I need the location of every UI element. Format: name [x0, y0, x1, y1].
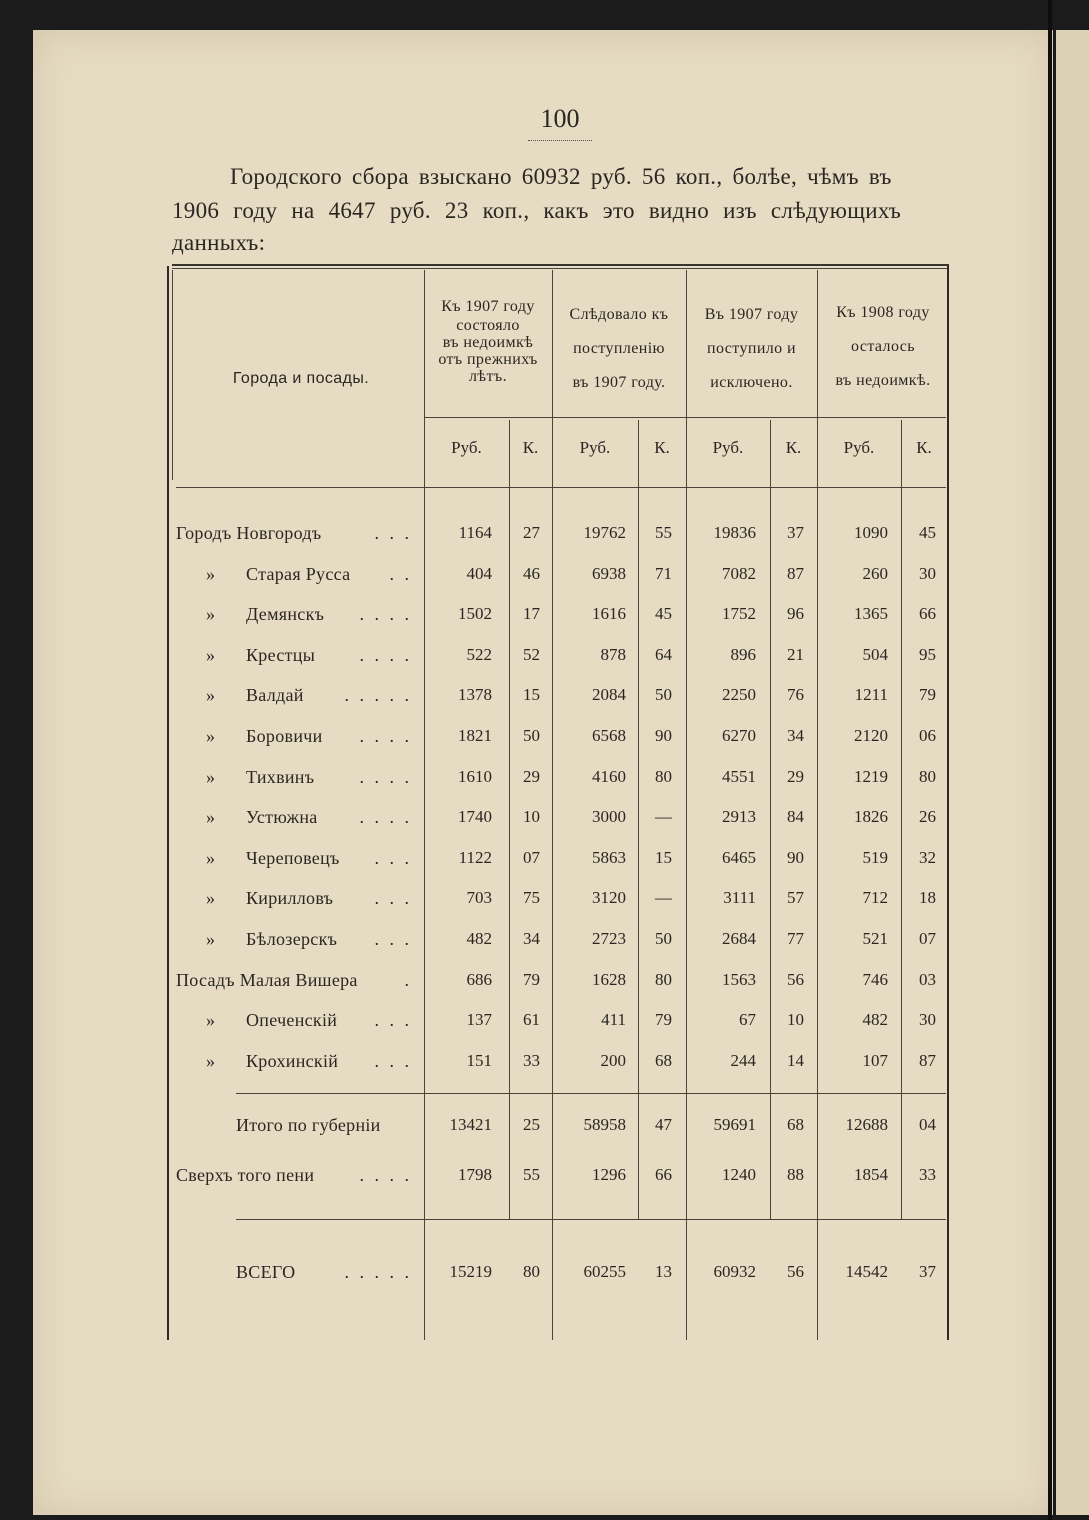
cell-rub-1907-arrears: 703: [466, 888, 492, 907]
cell-kop-1908-arrears: 45: [919, 523, 936, 542]
cell-kop-1907-arrears: 34: [523, 929, 540, 948]
cell-rub-due: 3000: [592, 807, 626, 826]
ditto-mark: »: [206, 726, 216, 746]
cell-kop-received: 10: [787, 1010, 804, 1029]
unit-kop-3: К.: [785, 438, 802, 457]
cell-kop-received: 29: [787, 767, 804, 786]
cell-kop-due: 13: [655, 1262, 672, 1281]
cell-rub-due: 2084: [592, 685, 626, 704]
cell-kop-1907-arrears: 17: [523, 604, 540, 623]
cell-kop-due: 50: [655, 929, 672, 948]
header-col4: Къ 1908 году осталось въ недоимкѣ.: [835, 304, 931, 389]
table-left-border-inner: [172, 270, 173, 480]
row-name: ВСЕГО: [236, 1262, 296, 1282]
cell-kop-received: 37: [787, 523, 804, 542]
row-name: Боровичи: [246, 726, 323, 746]
unit-rub-4: Руб.: [843, 438, 875, 457]
cell-kop-1907-arrears: 52: [523, 645, 540, 664]
cell-kop-1908-arrears: 33: [919, 1165, 936, 1184]
cell-kop-received: 57: [787, 888, 804, 907]
table-row: [0, 1010, 1089, 1038]
cell-rub-due: 19762: [583, 523, 626, 542]
cell-kop-1907-arrears: 80: [523, 1262, 540, 1281]
row-name: Посадъ Малая Вишера: [176, 970, 358, 990]
cell-kop-1908-arrears: 18: [919, 888, 936, 907]
cell-kop-received: 90: [787, 848, 804, 867]
cell-rub-1908-arrears: 1219: [854, 767, 888, 786]
unit-rub-3: Руб.: [712, 438, 744, 457]
row-name: Валдай: [246, 685, 304, 705]
cell-rub-1908-arrears: 1854: [854, 1165, 888, 1184]
cell-kop-1907-arrears: 15: [523, 685, 540, 704]
cell-rub-1908-arrears: 746: [862, 970, 888, 989]
cell-rub-1908-arrears: 1211: [854, 685, 888, 704]
cell-rub-due: 6938: [592, 564, 626, 583]
paragraph-line-1: Городского сбора взыскано 60932 руб. 56 коп., болѣе, чѣмъ въ: [230, 164, 892, 189]
cell-kop-1907-arrears: 75: [523, 888, 540, 907]
ditto-mark: »: [206, 564, 216, 584]
cell-rub-1907-arrears: 522: [466, 645, 492, 664]
row-name: Бѣлозерскъ: [246, 929, 338, 949]
leader-dots: . .: [389, 564, 412, 584]
table-top-rule: [172, 264, 949, 266]
unit-kop-2: К.: [654, 438, 670, 457]
leader-dots: . . . . .: [344, 1262, 412, 1282]
cell-kop-received: 87: [787, 564, 804, 583]
leader-dots: . . .: [374, 1051, 412, 1071]
cell-kop-due: 50: [655, 685, 672, 704]
table-row: [0, 1051, 1089, 1079]
row-name: Крохинскій: [246, 1051, 339, 1071]
cell-kop-1908-arrears: 30: [919, 564, 936, 583]
cell-kop-1907-arrears: 61: [523, 1010, 540, 1029]
cell-rub-due: 5863: [592, 848, 626, 867]
table-top-rule-inner: [172, 268, 949, 269]
cell-kop-received: 77: [787, 929, 804, 948]
cell-rub-1907-arrears: 686: [466, 970, 492, 989]
leader-dots: . . .: [374, 848, 412, 868]
table-row: [0, 523, 1089, 551]
cell-kop-due: 47: [655, 1115, 672, 1134]
leader-dots: . . . .: [359, 807, 412, 827]
cell-kop-due: 45: [655, 604, 672, 623]
leader-dots: . . . .: [359, 767, 412, 787]
page-number-rule: [528, 140, 592, 141]
unit-kop-1: К.: [522, 438, 539, 457]
cell-kop-1907-arrears: 27: [523, 523, 540, 542]
leader-dots: . . . .: [359, 604, 412, 624]
cell-rub-received: 67: [739, 1010, 756, 1029]
leader-dots: . . . .: [359, 645, 412, 665]
cell-rub-received: 6465: [722, 848, 756, 867]
table-row: [0, 807, 1089, 835]
table-row: [0, 929, 1089, 957]
cell-kop-1908-arrears: 66: [919, 604, 936, 623]
paragraph-line-2: 1906 году на 4647 руб. 23 коп., какъ это видно изъ слѣдующихъ: [172, 198, 902, 223]
cell-kop-due: 79: [655, 1010, 672, 1029]
cell-rub-due: 200: [600, 1051, 626, 1070]
cell-rub-received: 6270: [722, 726, 756, 745]
cell-rub-1908-arrears: 107: [862, 1051, 888, 1070]
ditto-mark: »: [206, 929, 216, 949]
header-col2: Слѣдовало къ поступленію въ 1907 году.: [569, 306, 669, 391]
cell-rub-1908-arrears: 482: [862, 1010, 888, 1029]
row-name: Тихвинъ: [246, 767, 315, 787]
cell-rub-due: 58958: [583, 1115, 626, 1134]
page-number: 100: [540, 104, 580, 133]
cell-kop-1908-arrears: 03: [919, 970, 936, 989]
cell-kop-due: 71: [655, 564, 672, 583]
subtotal-rule: [236, 1093, 946, 1094]
cell-rub-received: 1752: [722, 604, 756, 623]
cell-rub-1907-arrears: 15219: [449, 1262, 492, 1281]
cell-kop-received: 96: [787, 604, 804, 623]
cell-rub-1907-arrears: 1798: [458, 1165, 492, 1184]
leader-dots: . . . .: [359, 1165, 412, 1185]
cell-kop-1907-arrears: 46: [523, 564, 540, 583]
cell-kop-due: 80: [655, 970, 672, 989]
leader-dots: . . . . .: [344, 685, 412, 705]
cell-rub-1908-arrears: 1365: [854, 604, 888, 623]
header-bottom-rule: [176, 487, 946, 488]
ditto-mark: »: [206, 848, 216, 868]
cell-rub-1907-arrears: 404: [466, 564, 492, 583]
paragraph-line-3: данныхъ:: [172, 230, 266, 255]
row-name: Городъ Новгородъ: [176, 523, 322, 543]
row-name: Демянскъ: [246, 604, 325, 624]
cell-rub-1907-arrears: 1821: [458, 726, 492, 745]
cell-kop-1908-arrears: 32: [919, 848, 936, 867]
unit-kop-4: К.: [916, 438, 932, 457]
leader-dots: . . .: [374, 888, 412, 908]
cell-rub-due: 60255: [583, 1262, 626, 1281]
cell-rub-1907-arrears: 137: [466, 1010, 492, 1029]
cell-kop-received: 76: [787, 685, 804, 704]
cell-kop-received: 56: [787, 970, 804, 989]
cell-rub-due: 411: [601, 1010, 626, 1029]
table-row: [0, 848, 1089, 876]
cell-rub-1908-arrears: 12688: [845, 1115, 888, 1134]
row-name: Череповецъ: [246, 848, 340, 868]
cell-kop-1907-arrears: 25: [523, 1115, 540, 1134]
cell-rub-1907-arrears: 1502: [458, 604, 492, 623]
cell-rub-due: 1628: [592, 970, 626, 989]
ditto-mark: »: [206, 604, 216, 624]
cell-kop-1907-arrears: 07: [523, 848, 540, 867]
header-name-col: Города и посады.: [232, 370, 370, 387]
row-name: Опеченскій: [246, 1010, 338, 1030]
cell-kop-1908-arrears: 80: [919, 767, 936, 786]
cell-kop-due: 15: [655, 848, 672, 867]
ditto-mark: »: [206, 888, 216, 908]
cell-kop-due: 80: [655, 767, 672, 786]
cell-rub-received: 3111: [723, 888, 756, 907]
cell-rub-1908-arrears: 521: [862, 929, 888, 948]
cell-kop-1908-arrears: 37: [919, 1262, 936, 1281]
cell-kop-1907-arrears: 79: [523, 970, 540, 989]
cell-rub-1908-arrears: 1090: [854, 523, 888, 542]
cell-rub-1908-arrears: 504: [862, 645, 888, 664]
cell-kop-received: 88: [787, 1165, 804, 1184]
cell-kop-received: 14: [787, 1051, 804, 1070]
row-name: Итого по губерніи: [236, 1115, 381, 1135]
cell-rub-1907-arrears: 1378: [458, 685, 492, 704]
cell-rub-received: 2913: [722, 807, 756, 826]
cell-rub-due: 1296: [592, 1165, 626, 1184]
cell-rub-received: 4551: [722, 767, 756, 786]
cell-kop-1908-arrears: 26: [919, 807, 936, 826]
cell-kop-due: 55: [655, 523, 672, 542]
cell-rub-1907-arrears: 1740: [458, 807, 492, 826]
cell-rub-1908-arrears: 1826: [854, 807, 888, 826]
cell-kop-1908-arrears: 04: [919, 1115, 936, 1134]
cell-kop-received: 34: [787, 726, 804, 745]
ditto-mark: »: [206, 807, 216, 827]
cell-rub-received: 896: [730, 645, 756, 664]
cell-kop-due: —: [655, 807, 672, 826]
cell-rub-1907-arrears: 482: [466, 929, 492, 948]
cell-rub-received: 19836: [713, 523, 756, 542]
cell-rub-received: 7082: [722, 564, 756, 583]
cell-kop-1907-arrears: 55: [523, 1165, 540, 1184]
cell-rub-due: 2723: [592, 929, 626, 948]
cell-rub-1907-arrears: 1610: [458, 767, 492, 786]
cell-kop-received: 56: [787, 1262, 804, 1281]
leader-dots: . . . .: [359, 726, 412, 746]
cell-kop-1908-arrears: 95: [919, 645, 936, 664]
cell-kop-1908-arrears: 87: [919, 1051, 936, 1070]
cell-rub-1907-arrears: 13421: [449, 1115, 492, 1134]
cell-rub-received: 60932: [713, 1262, 756, 1281]
cell-kop-received: 21: [787, 645, 804, 664]
cell-rub-received: 2684: [722, 929, 756, 948]
cell-kop-1908-arrears: 07: [919, 929, 936, 948]
table-row: [0, 604, 1089, 632]
grand-total-row: [0, 1262, 1089, 1290]
cell-kop-received: 68: [787, 1115, 804, 1134]
cell-kop-due: 90: [655, 726, 672, 745]
cell-rub-1907-arrears: 1164: [458, 523, 492, 542]
penalty-row: [0, 1165, 1089, 1193]
row-name: Кирилловъ: [246, 888, 334, 908]
cell-kop-due: 68: [655, 1051, 672, 1070]
header-divider: [424, 417, 946, 418]
cell-rub-received: 1563: [722, 970, 756, 989]
unit-rub-2: Руб.: [579, 438, 611, 457]
cell-rub-due: 1616: [592, 604, 626, 623]
cell-rub-received: 244: [730, 1051, 756, 1070]
ditto-mark: »: [206, 1010, 216, 1030]
ditto-mark: »: [206, 1051, 216, 1071]
cell-kop-1907-arrears: 10: [523, 807, 540, 826]
row-name: Устюжна: [246, 807, 318, 827]
table-row: [0, 726, 1089, 754]
cell-rub-received: 2250: [722, 685, 756, 704]
cell-kop-1907-arrears: 29: [523, 767, 540, 786]
table-row: [0, 970, 1089, 998]
ditto-mark: »: [206, 685, 216, 705]
cell-rub-1908-arrears: 2120: [854, 726, 888, 745]
ditto-mark: »: [206, 767, 216, 787]
header-col3: Въ 1907 году поступило и исключено.: [704, 306, 799, 391]
page-gutter: [1048, 0, 1052, 1520]
row-name: Крестцы: [246, 645, 316, 665]
cell-rub-1908-arrears: 519: [862, 848, 888, 867]
table-row: [0, 685, 1089, 713]
cell-kop-due: 66: [655, 1165, 672, 1184]
table-row: [0, 564, 1089, 592]
total-rule: [236, 1219, 946, 1220]
cell-rub-received: 59691: [713, 1115, 756, 1134]
cell-rub-1908-arrears: 14542: [845, 1262, 888, 1281]
leader-dots: . . .: [374, 1010, 412, 1030]
cell-kop-received: 84: [787, 807, 804, 826]
row-name: Старая Русса: [246, 564, 351, 584]
cell-kop-1907-arrears: 33: [523, 1051, 540, 1070]
cell-rub-1908-arrears: 260: [862, 564, 888, 583]
cell-rub-received: 1240: [722, 1165, 756, 1184]
table-row: [0, 645, 1089, 673]
cell-kop-1908-arrears: 06: [919, 726, 936, 745]
table-row: [0, 767, 1089, 795]
table-row: [0, 888, 1089, 916]
cell-rub-due: 6568: [592, 726, 626, 745]
unit-rub-1: Руб.: [451, 438, 482, 457]
ditto-mark: »: [206, 645, 216, 665]
cell-rub-1907-arrears: 1122: [458, 848, 492, 867]
subtotal-row: [0, 1115, 1089, 1143]
leader-dots: . . .: [374, 929, 412, 949]
row-name: Сверхъ того пени: [176, 1165, 315, 1185]
header-col1: Къ 1907 году состояло въ недоимкѣ отъ прежнихъ лѣтъ.: [438, 298, 538, 385]
cell-rub-1908-arrears: 712: [862, 888, 888, 907]
cell-kop-1907-arrears: 50: [523, 726, 540, 745]
leader-dots: .: [404, 970, 412, 990]
cell-kop-due: 64: [655, 645, 672, 664]
leader-dots: . . .: [374, 523, 412, 543]
cell-rub-due: 3120: [592, 888, 626, 907]
cell-rub-due: 878: [600, 645, 626, 664]
cell-kop-due: —: [655, 888, 672, 907]
cell-rub-1907-arrears: 151: [466, 1051, 492, 1070]
cell-kop-1908-arrears: 79: [919, 685, 936, 704]
cell-kop-1908-arrears: 30: [919, 1010, 936, 1029]
cell-rub-due: 4160: [592, 767, 626, 786]
